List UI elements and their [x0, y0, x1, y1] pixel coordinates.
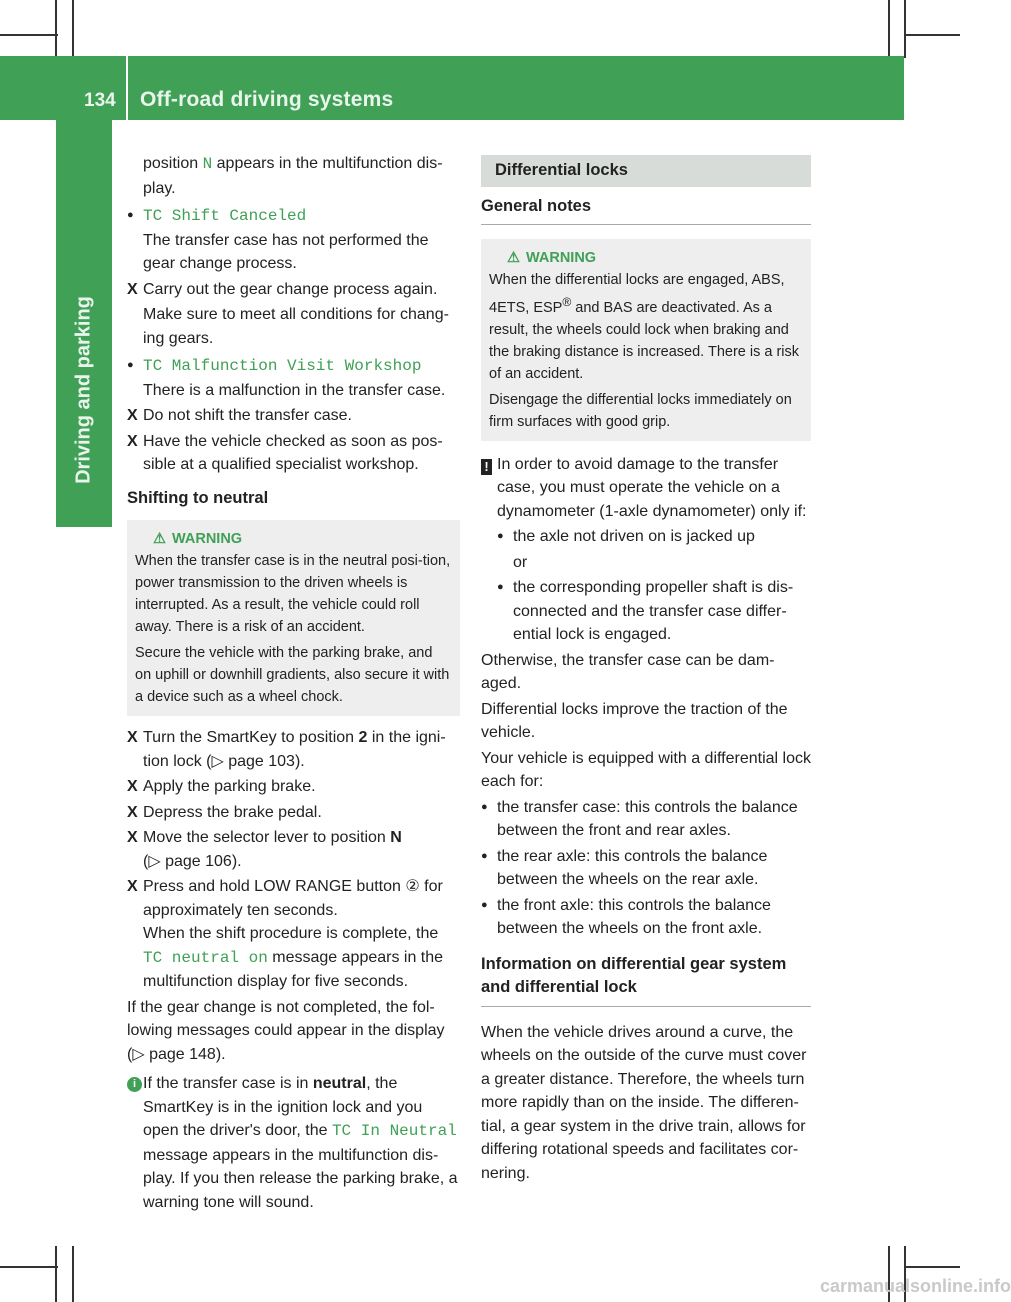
crop-mark [904, 34, 960, 36]
bullet-icon: ● [497, 530, 504, 543]
exclamation-icon: ! [481, 453, 492, 477]
action-step: X Carry out the gear change process again. [127, 278, 460, 302]
action-step: X Do not shift the transfer case. [127, 404, 460, 428]
header-divider [126, 56, 128, 120]
right-column [481, 155, 811, 1185]
bullet-icon: ● [481, 800, 488, 813]
page-title: Off-road driving systems [140, 88, 394, 111]
action-step: X Have the vehicle checked as soon as pos-sible at a qualified specialist workshop. [127, 430, 460, 477]
page-ref-icon: ▷ [148, 852, 166, 870]
bullet-icon: ● [481, 898, 488, 911]
action-step: X Press and hold LOW RANGE button ② for approximately ten seconds. When the shift procedure is complete, the TC neutral on message appears in the multifunction display for five seconds. [127, 875, 460, 994]
subheading: Information on differential gear system and differential lock [481, 953, 811, 1007]
paragraph: Differential locks improve the traction of the vehicle. [481, 700, 788, 742]
crop-mark [72, 0, 74, 58]
warning-box [127, 520, 460, 716]
crop-mark [72, 1246, 74, 1302]
watermark: carmanualsonline.info [820, 1276, 1011, 1296]
warning-text: When the transfer case is in the neutral posi-tion, power transmission to the driven wheels is interrupted. As a result, the vehicle could roll away. There is a risk of an accident. [135, 553, 451, 635]
crop-mark [904, 1266, 960, 1268]
chapter-label: Driving and parking [72, 296, 95, 484]
paragraph: If the gear change is not completed, the fol-lowing messages could appear in the display (▷ page 148). [127, 998, 445, 1063]
subheading: General notes [481, 195, 811, 226]
action-step: X Move the selector lever to position N (▷ page 106). [127, 826, 460, 873]
warning-text: When the differential locks are engaged, ABS, 4ETS, ESP® and BAS are deactivated. As a result, the wheels could lock when braking and the braking distance is increased. There is a risk of an accident. [489, 272, 800, 382]
list-item: ● the axle not driven on is jacked up [497, 525, 811, 549]
bullet-icon: ● [127, 359, 134, 371]
warning-icon: ⚠ [153, 531, 166, 547]
list-item: ● the corresponding propeller shaft is dis-connected and the transfer case differ-ential lock is engaged. [497, 576, 811, 647]
crop-mark [55, 0, 57, 58]
info-note: i If the transfer case is in neutral, the SmartKey is in the ignition lock and you open the driver's door, the TC In Neutral message appears in the multifunction dis-play. If you then release the parking brake, a warning tone will sound. [127, 1072, 460, 1214]
page-ref-icon: ▷ [132, 1045, 150, 1063]
warning-heading: ⚠ WARNING [489, 247, 803, 269]
message-description: The transfer case has not performed the gear change process. [143, 231, 429, 272]
action-step: X Depress the brake pedal. [127, 801, 460, 825]
crop-mark [904, 0, 906, 58]
list-item: ● the rear axle: this controls the balance between the wheels on the rear axle. [481, 845, 811, 892]
arrow-icon: X [127, 280, 138, 298]
paragraph: Otherwise, the transfer case can be dam-aged. [481, 651, 775, 693]
crop-mark [888, 0, 890, 58]
paragraph: When the vehicle drives around a curve, the wheels on the outside of the curve must cover a greater distance. Therefore, the wheels turn more rapidly than on the inside. The differen-tial, a gear system in the drive train, allows for differing rotational speeds and facilitates cor-nering. [481, 1023, 807, 1182]
list-item: ● the front axle: this controls the balance between the wheels on the front axle. [481, 894, 811, 941]
warning-icon: ⚠ [507, 250, 520, 266]
caution-note: ! In order to avoid damage to the transfer case, you must operate the vehicle on a dynamometer (1-axle dynamometer) only if: [481, 453, 811, 524]
bullet-icon: ● [481, 849, 488, 862]
page-reference-link[interactable]: page 106 [165, 852, 232, 870]
arrow-icon: X [127, 407, 138, 424]
warning-text: Disengage the differential locks immediately on firm surfaces with good grip. [489, 391, 792, 430]
info-icon: i [127, 1072, 142, 1096]
action-note: Make sure to meet all conditions for chang-ing gears. [143, 306, 449, 347]
crop-mark [55, 1246, 57, 1302]
crop-mark [0, 34, 58, 36]
arrow-icon: X [127, 432, 138, 450]
page-reference-link[interactable]: page 148 [149, 1045, 216, 1063]
left-column [127, 152, 460, 1214]
arrow-icon: X [127, 829, 138, 846]
action-step: X Apply the parking brake. [127, 775, 460, 799]
arrow-icon: X [127, 803, 138, 821]
message-description: There is a malfunction in the transfer case. [143, 381, 446, 399]
arrow-icon: X [127, 729, 138, 746]
page-number: 134 [84, 90, 116, 111]
display-message-item: ● TC Shift Canceled [127, 204, 460, 229]
warning-text: Secure the vehicle with the parking brake, and on uphill or downhill gradients, also secure it with a device such as a wheel chock. [135, 645, 450, 705]
page-reference-link[interactable]: page 103 [228, 752, 295, 770]
bullet-icon: ● [127, 209, 134, 221]
paragraph: Your vehicle is equipped with a differential lock each for: [481, 749, 811, 791]
arrow-icon: X [127, 878, 138, 895]
list-item: ● the transfer case: this controls the balance between the front and rear axles. [481, 796, 811, 843]
bullet-icon: ● [497, 581, 504, 594]
page-header [0, 56, 904, 120]
warning-heading: ⚠ WARNING [135, 528, 452, 550]
crop-mark [0, 1266, 58, 1268]
section-heading: Differential locks [481, 155, 811, 187]
action-step: X Turn the SmartKey to position 2 in the igni-tion lock (▷ page 103). [127, 726, 460, 773]
warning-box [481, 239, 811, 441]
arrow-icon: X [127, 778, 138, 795]
subheading: Shifting to neutral [127, 488, 269, 507]
display-message-item: ● TC Malfunction Visit Workshop [127, 354, 460, 379]
paragraph: or [513, 553, 528, 571]
page-ref-icon: ▷ [211, 752, 229, 770]
paragraph: position N appears in the multifunction dis-play. [143, 155, 443, 197]
